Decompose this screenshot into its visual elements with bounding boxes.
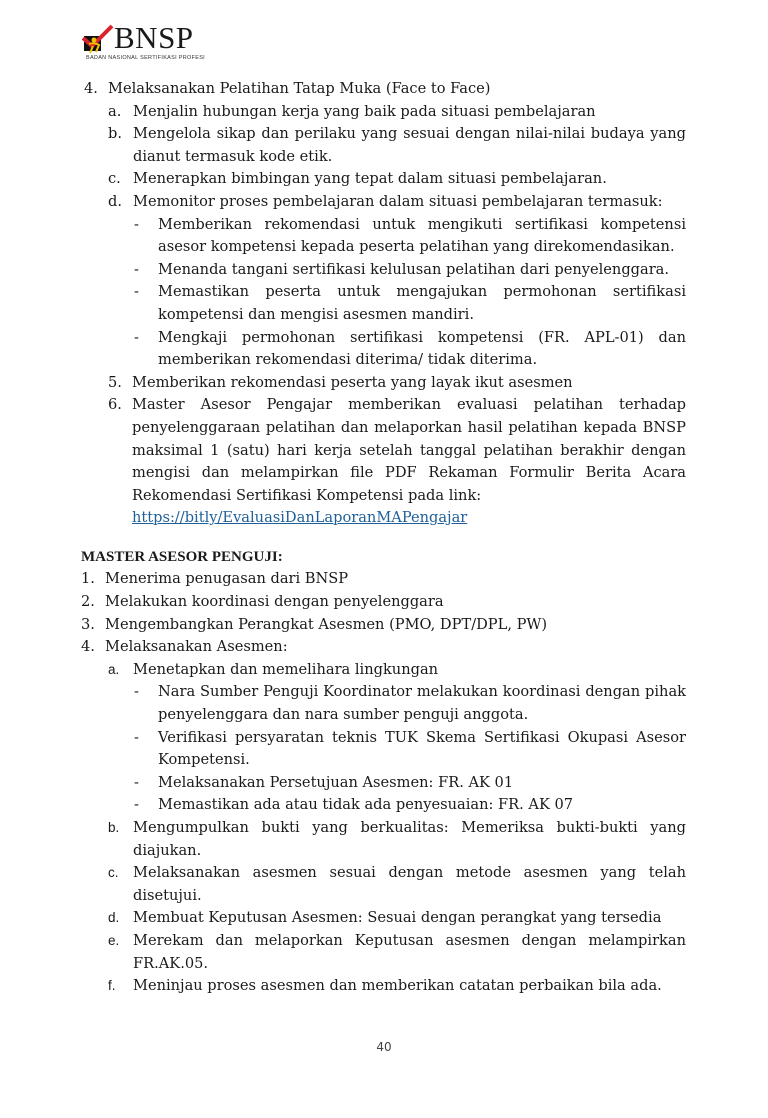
bullet-item (133, 727, 686, 772)
list-item (84, 78, 686, 101)
dash-bullet: - (134, 796, 139, 814)
bullet-item (133, 281, 686, 326)
sub-letter: c. (108, 865, 119, 881)
evaluation-report-link[interactable]: https://bitly/EvaluasiDanLaporanMAPengajar (132, 509, 468, 527)
list-item (108, 394, 686, 530)
logo-subtitle: BADAN NASIONAL SERTIFIKASI PROFESI (86, 55, 206, 61)
sub-letter: d. (108, 192, 122, 210)
dash-bullet: - (134, 683, 139, 701)
bnsp-logo (82, 22, 212, 62)
item-number: 2. (81, 593, 95, 611)
dash-bullet: - (134, 283, 139, 301)
sub-item (108, 101, 686, 124)
sub-text: Memonitor proses pembelajaran dalam situasi pembelajaran termasuk: (133, 192, 663, 210)
sub-item (108, 191, 686, 214)
sub-item (108, 862, 686, 907)
item-text: Menerima penugasan dari BNSP (105, 570, 349, 588)
sub-letter: c. (108, 170, 121, 188)
item-text: Melakukan koordinasi dengan penyelenggara (105, 593, 444, 611)
sub-text: Menetapkan dan memelihara lingkungan (133, 660, 439, 678)
sub-text: Merekam dan melaporkan Keputusan asesmen dengan melampirkan FR.AK.05. (133, 931, 686, 972)
item-number: 4. (81, 638, 95, 656)
sub-text: Mengumpulkan bukti yang berkualitas: Memeriksa bukti-bukti yang diajukan. (133, 819, 686, 859)
sub-letter: e. (108, 932, 120, 948)
bullet-text: Melaksanakan Persetujuan Asesmen: FR. AK 01 (158, 773, 514, 791)
sub-letter: a. (108, 102, 122, 120)
item-text (132, 394, 686, 530)
item-number: 3. (81, 615, 95, 633)
bullet-text: Memastikan ada atau tidak ada penyesuaian: FR. AK 07 (158, 796, 574, 814)
section-heading: MASTER ASESOR PENGUJI: (81, 548, 283, 565)
dash-bullet: - (134, 328, 139, 346)
bullet-text: Memberikan rekomendasi untuk mengikuti sertifikasi kompetensi asesor kompetensi kepada peserta pelatihan yang direkomendasikan. (158, 215, 686, 256)
sub-letter: f. (108, 978, 116, 994)
sub-item (108, 168, 686, 191)
sub-text: Meninjau proses asesmen dan memberikan catatan perbaikan bila ada. (133, 977, 662, 995)
item-text: Melaksanakan Pelatihan Tatap Muka (Face to Face) (108, 80, 491, 97)
item-number: 4. (84, 80, 98, 97)
dash-bullet: - (134, 773, 139, 791)
list-item (81, 636, 686, 659)
sub-item (108, 123, 686, 168)
bullet-text: Mengkaji permohonan sertifikasi kompetensi (FR. APL-01) dan memberikan rekomendasi diterima/ tidak diterima. (158, 328, 686, 369)
bnsp-checkmark-figure-icon (82, 24, 114, 56)
sub-letter: b. (108, 125, 122, 143)
sub-letter: b. (108, 820, 120, 835)
logo-text: BNSP (114, 20, 194, 55)
sub-text: Menjalin hubungan kerja yang baik pada situasi pembelajaran (133, 102, 596, 120)
list-item (81, 568, 686, 591)
sub-text: Membuat Keputusan Asesmen: Sesuai dengan perangkat yang tersedia (133, 909, 662, 927)
bullet-item (133, 772, 686, 795)
sub-item (108, 907, 686, 930)
document-body (81, 78, 686, 998)
list-item (108, 372, 686, 395)
bullet-text: Memastikan peserta untuk mengajukan permohonan sertifikasi kompetensi dan mengisi asesmen mandiri. (158, 283, 686, 323)
item-text: Memberikan rekomendasi peserta yang layak ikut asesmen (132, 373, 573, 391)
sub-item (108, 817, 686, 862)
bullet-text: Nara Sumber Penguji Koordinator melakukan koordinasi dengan pihak penyelenggara dan nara sumber penguji anggota. (158, 683, 686, 724)
page-number: 40 (376, 1040, 392, 1054)
bullet-item (133, 259, 686, 282)
list-item (81, 591, 686, 614)
bullet-text: Menanda tangani sertifikasi kelulusan pelatihan dari penyelenggara. (158, 260, 670, 278)
sub-item (108, 659, 686, 682)
bullet-text: Verifikasi persyaratan teknis TUK Skema Sertifikasi Okupasi Asesor Kompetensi. (158, 728, 686, 769)
dash-bullet: - (134, 260, 139, 278)
sub-letter: d. (108, 910, 120, 926)
item-number: 1. (81, 570, 95, 588)
sub-item (108, 930, 686, 975)
item-number: 6. (108, 396, 122, 414)
sub-letter: a. (108, 661, 120, 677)
dash-bullet: - (134, 728, 139, 746)
item-number: 5. (108, 373, 122, 391)
sub-text: Melaksanakan asesmen sesuai dengan metode asesmen yang telah disetujui. (133, 864, 686, 904)
sub-item (108, 975, 686, 998)
bullet-item (133, 794, 686, 817)
sub-text: Menerapkan bimbingan yang tepat dalam situasi pembelajaran. (133, 170, 607, 188)
item-text: Melaksanakan Asesmen: (105, 638, 288, 656)
bullet-item (133, 681, 686, 726)
sub-text: Mengelola sikap dan perilaku yang sesuai dengan nilai-nilai budaya yang dianut termasuk kode etik. (133, 125, 686, 165)
list-item (81, 614, 686, 637)
bullet-item (133, 327, 686, 372)
dash-bullet: - (134, 215, 139, 233)
item-text: Mengembangkan Perangkat Asesmen (PMO, DPT/DPL, PW) (105, 615, 548, 633)
item6-body: Master Asesor Pengajar memberikan evaluasi pelatihan terhadap penyelenggaraan pelatihan dan melaporkan hasil pelatihan kepada BNSP maksimal 1 (satu) hari kerja setelah tanggal pelatihan berakhir dengan mengisi dan melampirkan file PDF Rekaman Formulir Berita Acara Rekomendasi Sertifikasi Kompetensi pada link: (132, 396, 686, 504)
bullet-item (133, 214, 686, 259)
